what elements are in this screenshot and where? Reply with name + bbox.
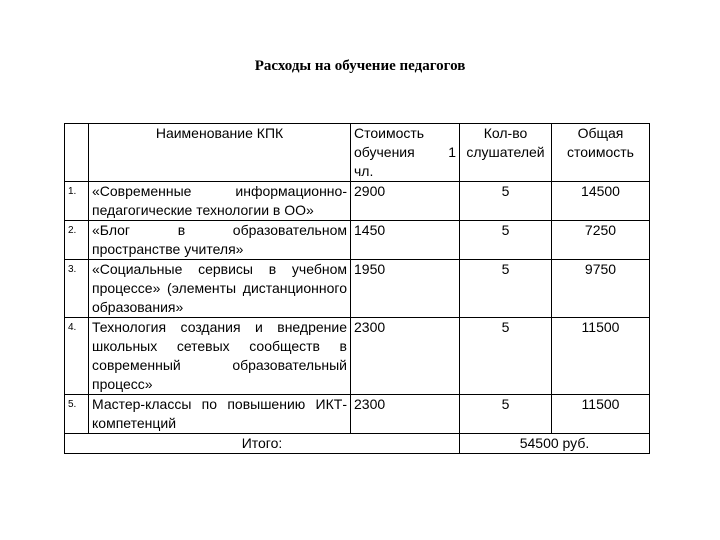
total-cost: 9750 (552, 260, 650, 318)
expenses-table (64, 123, 650, 454)
listener-count: 5 (460, 260, 552, 318)
header-listener-count (460, 124, 552, 182)
course-name: Технология создания и внедрение школьных сетевых сообществ в современный образовательный процесс» (89, 318, 351, 395)
header-total-line1: Общая (577, 125, 624, 141)
page-title: Расходы на обучение педагогов (254, 58, 466, 74)
course-name: Мастер-классы по повышению ИКТ-компетенций (89, 395, 351, 434)
header-total-cost (552, 124, 650, 182)
header-total-line2: стоимость (567, 144, 634, 160)
row-number: 1. (65, 182, 89, 221)
total-value: 54500 руб. (460, 434, 650, 454)
header-unit-cost-line1: Стоимость (354, 125, 425, 141)
table-row (65, 182, 650, 221)
table-header-row (65, 124, 650, 182)
listener-count: 5 (460, 221, 552, 260)
listener-count: 5 (460, 182, 552, 221)
table-total-row (65, 434, 650, 454)
table-row (65, 221, 650, 260)
course-name: «Блог в образовательном пространстве учителя» (89, 221, 351, 260)
total-cost: 14500 (552, 182, 650, 221)
row-number: 5. (65, 395, 89, 434)
total-cost: 7250 (552, 221, 650, 260)
header-count-line2: слушателей (466, 144, 545, 160)
unit-cost: 2900 (351, 182, 460, 221)
header-number (65, 124, 89, 182)
total-label: Итого: (65, 434, 460, 454)
header-course-name: Наименование КПК (89, 124, 351, 182)
row-number: 3. (65, 260, 89, 318)
course-name: «Социальные сервисы в учебном процессе» (элементы дистанционного образования» (89, 260, 351, 318)
row-number: 2. (65, 221, 89, 260)
listener-count: 5 (460, 395, 552, 434)
table-row (65, 395, 650, 434)
total-cost: 11500 (552, 318, 650, 395)
table-row (65, 260, 650, 318)
unit-cost: 1450 (351, 221, 460, 260)
unit-cost: 2300 (351, 395, 460, 434)
listener-count: 5 (460, 318, 552, 395)
header-unit-cost-line3: чл. (354, 163, 374, 179)
unit-cost: 2300 (351, 318, 460, 395)
table-row (65, 318, 650, 395)
row-number: 4. (65, 318, 89, 395)
total-cost: 11500 (552, 395, 650, 434)
header-count-line1: Кол-во (483, 125, 528, 141)
unit-cost: 1950 (351, 260, 460, 318)
header-unit-cost-line2: обучения 1 (354, 144, 456, 160)
course-name: «Современные информационно-педагогические технологии в ОО» (89, 182, 351, 221)
header-unit-cost (351, 124, 460, 182)
